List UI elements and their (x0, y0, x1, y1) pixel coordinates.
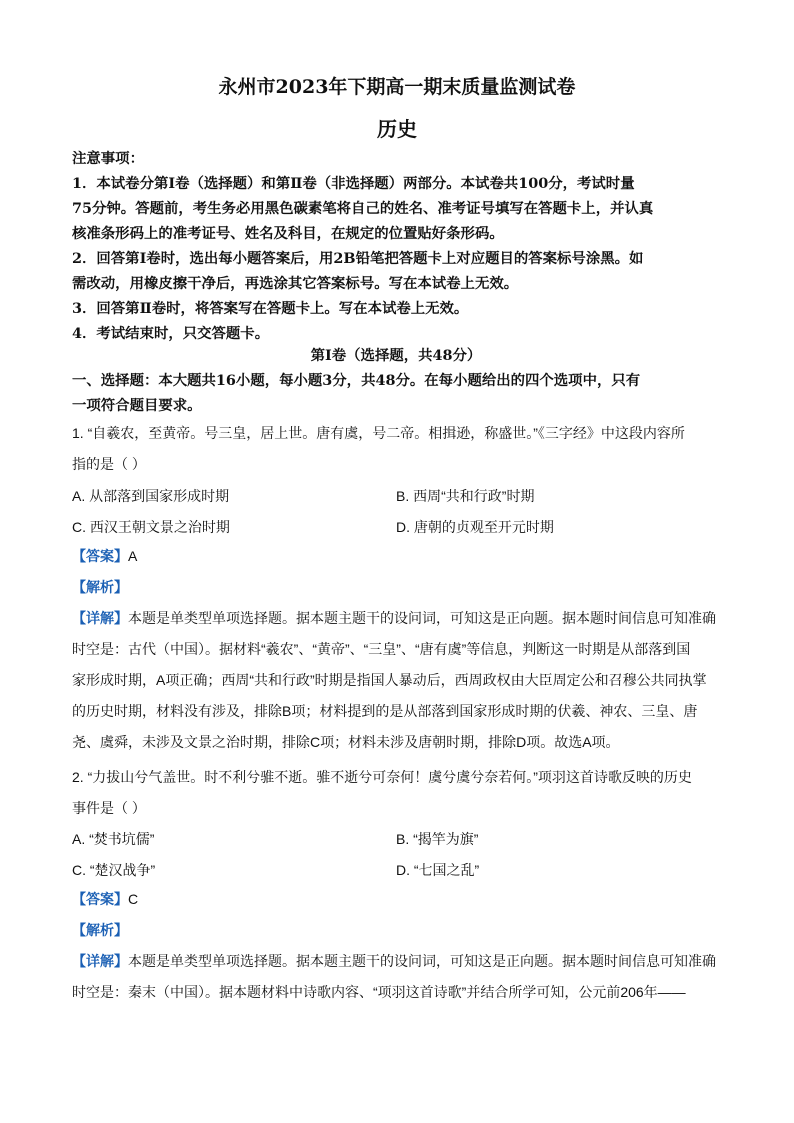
detail-line-1 (72, 603, 720, 634)
detail-line-4: 的历史时期，材料没有涉及，排除B项；材料提到的是从部落到国家形成时期的伏羲、神农、三皇、唐 (72, 703, 698, 719)
detail-line-1 (72, 946, 720, 977)
question-2-analysis (72, 915, 720, 946)
answer-tag: 【答案】 (72, 548, 128, 564)
notes-item-1-line-2: 75分钟。答题前，考生务必用黑色碳素笔将自己的姓名、准考证号填写在答题卡上，并认真 (72, 200, 654, 217)
detail-line-5: 尧、虞舜，未涉及文景之治时期，排除C项；材料未涉及唐朝时期，排除D项。故选A项。 (72, 734, 620, 750)
question-2-stem-line-1: 2. “力拔山兮气盖世。时不利兮骓不逝。骓不逝兮可奈何！虞兮虞兮奈若何。”项羽这首诗歌反映的历史 (72, 769, 692, 785)
notes-item-4: 4．考试结束时，只交答题卡。 (72, 325, 270, 342)
question-1-stem-line-1: 1. “自羲农，至黄帝。号三皇，居上世。唐有虞，号二帝。相揖逊，称盛世。”《三字经》中这段内容所 (72, 425, 685, 441)
answer-value: C (128, 891, 139, 907)
notes-block (72, 146, 720, 346)
question-2-option-d: D. “七国之乱” (396, 862, 480, 878)
question-1-option-a: A. 从部落到国家形成时期 (72, 488, 230, 504)
answer-value: A (128, 548, 138, 564)
question-2-stem (72, 762, 720, 824)
question-1-option-b: B. 西周“共和行政”时期 (396, 488, 535, 504)
detail-line-2: 时空是：古代（中国）。据材料“羲农”、“黄帝”、“三皇”、“唐有虞”等信息，判断这一时期是从部落到国 (72, 641, 691, 657)
question-2-option-b: B. “揭竿为旗” (396, 831, 479, 847)
exam-subject: 历史 (377, 117, 417, 141)
notes-item-2-line-1: 2．回答第Ⅰ卷时，选出每小题答案后，用2B铅笔把答题卡上对应题目的答案标号涂黑。如 (72, 250, 644, 267)
detail-line-3: 家形成时期，A项正确；西周“共和行政”时期是指国人暴动后，西周政权由大臣周定公和召穆公共同执掌 (72, 672, 707, 688)
question-2-stem-line-2: 事件是（ ） (72, 800, 146, 816)
question-1-stem-line-2: 指的是（ ） (72, 456, 146, 472)
notes-heading: 注意事项： (72, 150, 144, 167)
detail-text-1: 本题是单类型单项选择题。据本题主题干的设问词，可知这是正向题。据本题时间信息可知准确 (128, 953, 716, 969)
question-1-option-c: C. 西汉王朝文景之治时期 (72, 519, 230, 535)
detail-tag: 【详解】 (72, 610, 128, 626)
question-2-option-c: C. “楚汉战争” (72, 862, 156, 878)
section-instructions (72, 368, 720, 418)
analysis-tag: 【解析】 (72, 922, 128, 938)
question-1-detail (72, 603, 720, 758)
answer-tag: 【答案】 (72, 891, 128, 907)
question-1-answer (72, 541, 720, 572)
analysis-tag: 【解析】 (72, 579, 128, 595)
question-1-analysis (72, 572, 720, 603)
exam-title: 永州市2023年下期高一期末质量监测试卷 (218, 76, 576, 98)
detail-line-2: 时空是：秦末（中国）。据本题材料中诗歌内容、“项羽这首诗歌”并结合所学可知，公元前206年—— (72, 984, 686, 1000)
question-2-answer (72, 884, 720, 915)
question-2-option-a: A. “焚书坑儒” (72, 831, 155, 847)
detail-tag: 【详解】 (72, 953, 128, 969)
notes-item-1-line-1: 1．本试卷分第Ⅰ卷（选择题）和第Ⅱ卷（非选择题）两部分。本试卷共100分，考试时量 (72, 175, 635, 192)
question-1-option-d: D. 唐朝的贞观至开元时期 (396, 519, 554, 535)
section-instructions-line-1: 一、选择题：本大题共16小题，每小题3分，共48分。在每小题给出的四个选项中，只有 (72, 372, 641, 389)
section-heading: 第Ⅰ卷（选择题，共48分） (310, 347, 482, 364)
notes-item-3: 3．回答第Ⅱ卷时，将答案写在答题卡上。写在本试卷上无效。 (72, 300, 469, 317)
question-1-stem (72, 418, 720, 480)
notes-item-1-line-3: 核准条形码上的准考证号、姓名及科目，在规定的位置贴好条形码。 (72, 225, 504, 242)
detail-text-1: 本题是单类型单项选择题。据本题主题干的设问词，可知这是正向题。据本题时间信息可知准确 (128, 610, 716, 626)
section-instructions-line-2: 一项符合题目要求。 (72, 397, 202, 414)
question-2-detail (72, 946, 720, 1008)
notes-item-2-line-2: 需改动，用橡皮擦干净后，再选涂其它答案标号。写在本试卷上无效。 (72, 275, 519, 292)
